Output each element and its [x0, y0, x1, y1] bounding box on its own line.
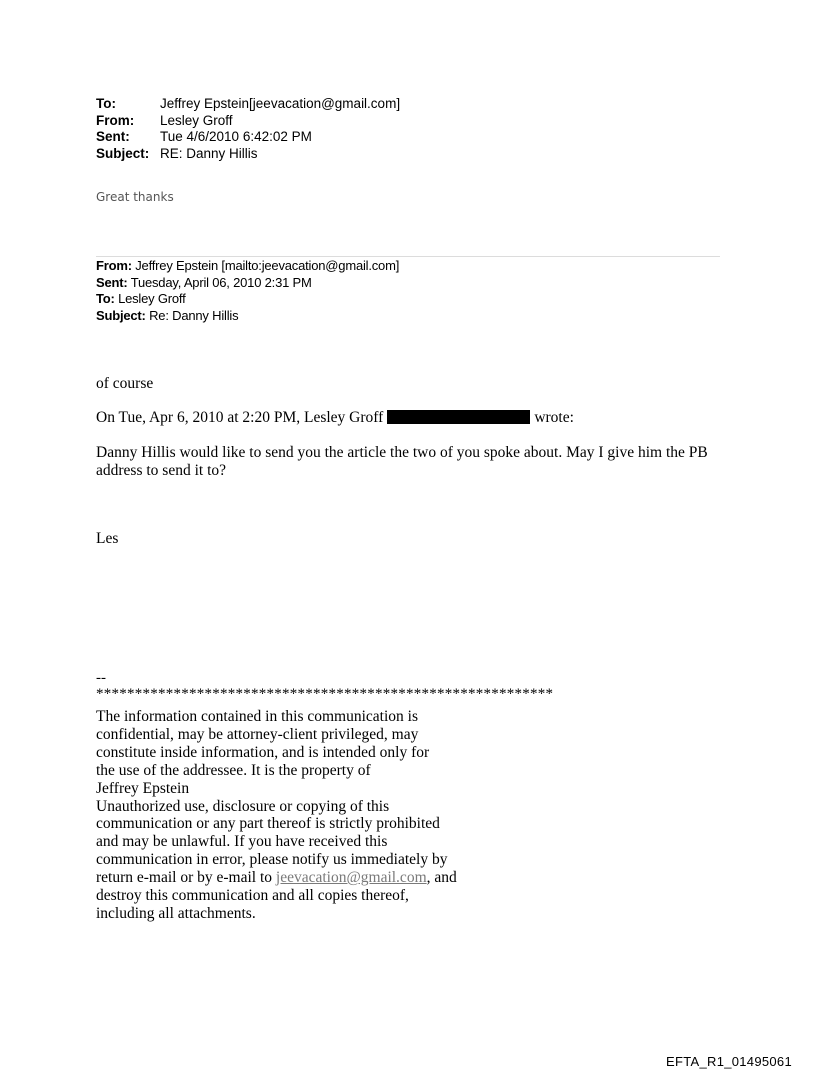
quoted-from-label: From: — [96, 258, 132, 273]
signature-dash: -- — [96, 670, 106, 686]
return-text: return e-mail or by e-mail to — [96, 869, 276, 887]
email-header — [96, 96, 400, 162]
body-line-les: Les — [96, 530, 119, 547]
quoted-to-row — [96, 291, 399, 308]
signature-stars: *********************************************************** — [96, 686, 554, 702]
disclaimer-line: constitute inside information, and is intended only for — [96, 743, 430, 761]
quoted-subject-label: Subject: — [96, 307, 146, 323]
disclaimer-line: The information contained in this communication is — [96, 708, 418, 725]
wrote-text: wrote: — [534, 409, 574, 426]
from-label: From: — [96, 112, 135, 128]
sent-value: Tue 4/6/2010 6:42:02 PM — [160, 129, 312, 144]
disclaimer-line: confidential, may be attorney-client privileged, may — [96, 725, 419, 743]
disclaimer-line: communication or any part thereof is strictly prohibited — [96, 815, 440, 833]
disclaimer-line: communication in error, please notify us immediately by — [96, 851, 448, 869]
subject-label: Subject: — [96, 145, 150, 161]
header-from-row — [96, 113, 400, 130]
disclaimer-line: and may be unlawful. If you have received this — [96, 833, 388, 851]
disclaimer-line: including all attachments. — [96, 904, 256, 922]
quoted-from-value: Jeffrey Epstein [mailto:jeevacation@gmail.com] — [131, 258, 400, 273]
header-subject-row — [96, 146, 400, 163]
body-line-danny-hillis: Danny Hillis would like to send you the article the two of you spoke about. May I give him the PB address to send it to? — [96, 444, 708, 479]
quoted-subject-value: Re: Danny Hillis — [145, 307, 239, 323]
header-to-row — [96, 96, 400, 113]
redaction-bar — [387, 410, 530, 424]
quoted-to-value: Lesley Groff — [114, 291, 186, 306]
reply-text: Great thanks — [96, 190, 174, 204]
quoted-sent-value: Tuesday, April 06, 2010 2:31 PM — [127, 274, 312, 290]
on-tue-text: On Tue, Apr 6, 2010 at 2:20 PM, Lesley Groff — [96, 409, 384, 426]
quoted-sent-row — [96, 275, 399, 292]
disclaimer-line: the use of the addressee. It is the property of — [96, 761, 371, 779]
body-line-on-tue — [96, 409, 574, 427]
disclaimer-line: destroy this communication and all copies thereof, — [96, 887, 409, 905]
quoted-subject-row — [96, 308, 399, 325]
disclaimer — [96, 708, 476, 923]
sent-label: Sent: — [96, 129, 130, 144]
to-label: To: — [96, 96, 116, 111]
return-after-text: , and — [426, 869, 457, 887]
email-link[interactable]: jeevacation@gmail.com — [275, 869, 427, 887]
to-value: Jeffrey Epstein[jeevacation@gmail.com] — [160, 96, 401, 111]
quoted-from-row — [96, 258, 399, 275]
disclaimer-line: Unauthorized use, disclosure or copying of this — [96, 797, 390, 815]
quote-divider — [96, 256, 720, 257]
body-line-of-course: of course — [96, 375, 154, 392]
from-value: Lesley Groff — [160, 112, 233, 128]
disclaimer-line: Jeffrey Epstein — [96, 779, 190, 797]
quoted-header — [96, 258, 399, 324]
quoted-sent-label: Sent: — [96, 274, 128, 290]
header-sent-row — [96, 129, 400, 146]
document-id: EFTA_R1_01495061 — [666, 1054, 792, 1069]
subject-value: RE: Danny Hillis — [160, 145, 258, 161]
quoted-to-label: To: — [96, 291, 115, 306]
disclaimer-line-return — [96, 869, 476, 887]
